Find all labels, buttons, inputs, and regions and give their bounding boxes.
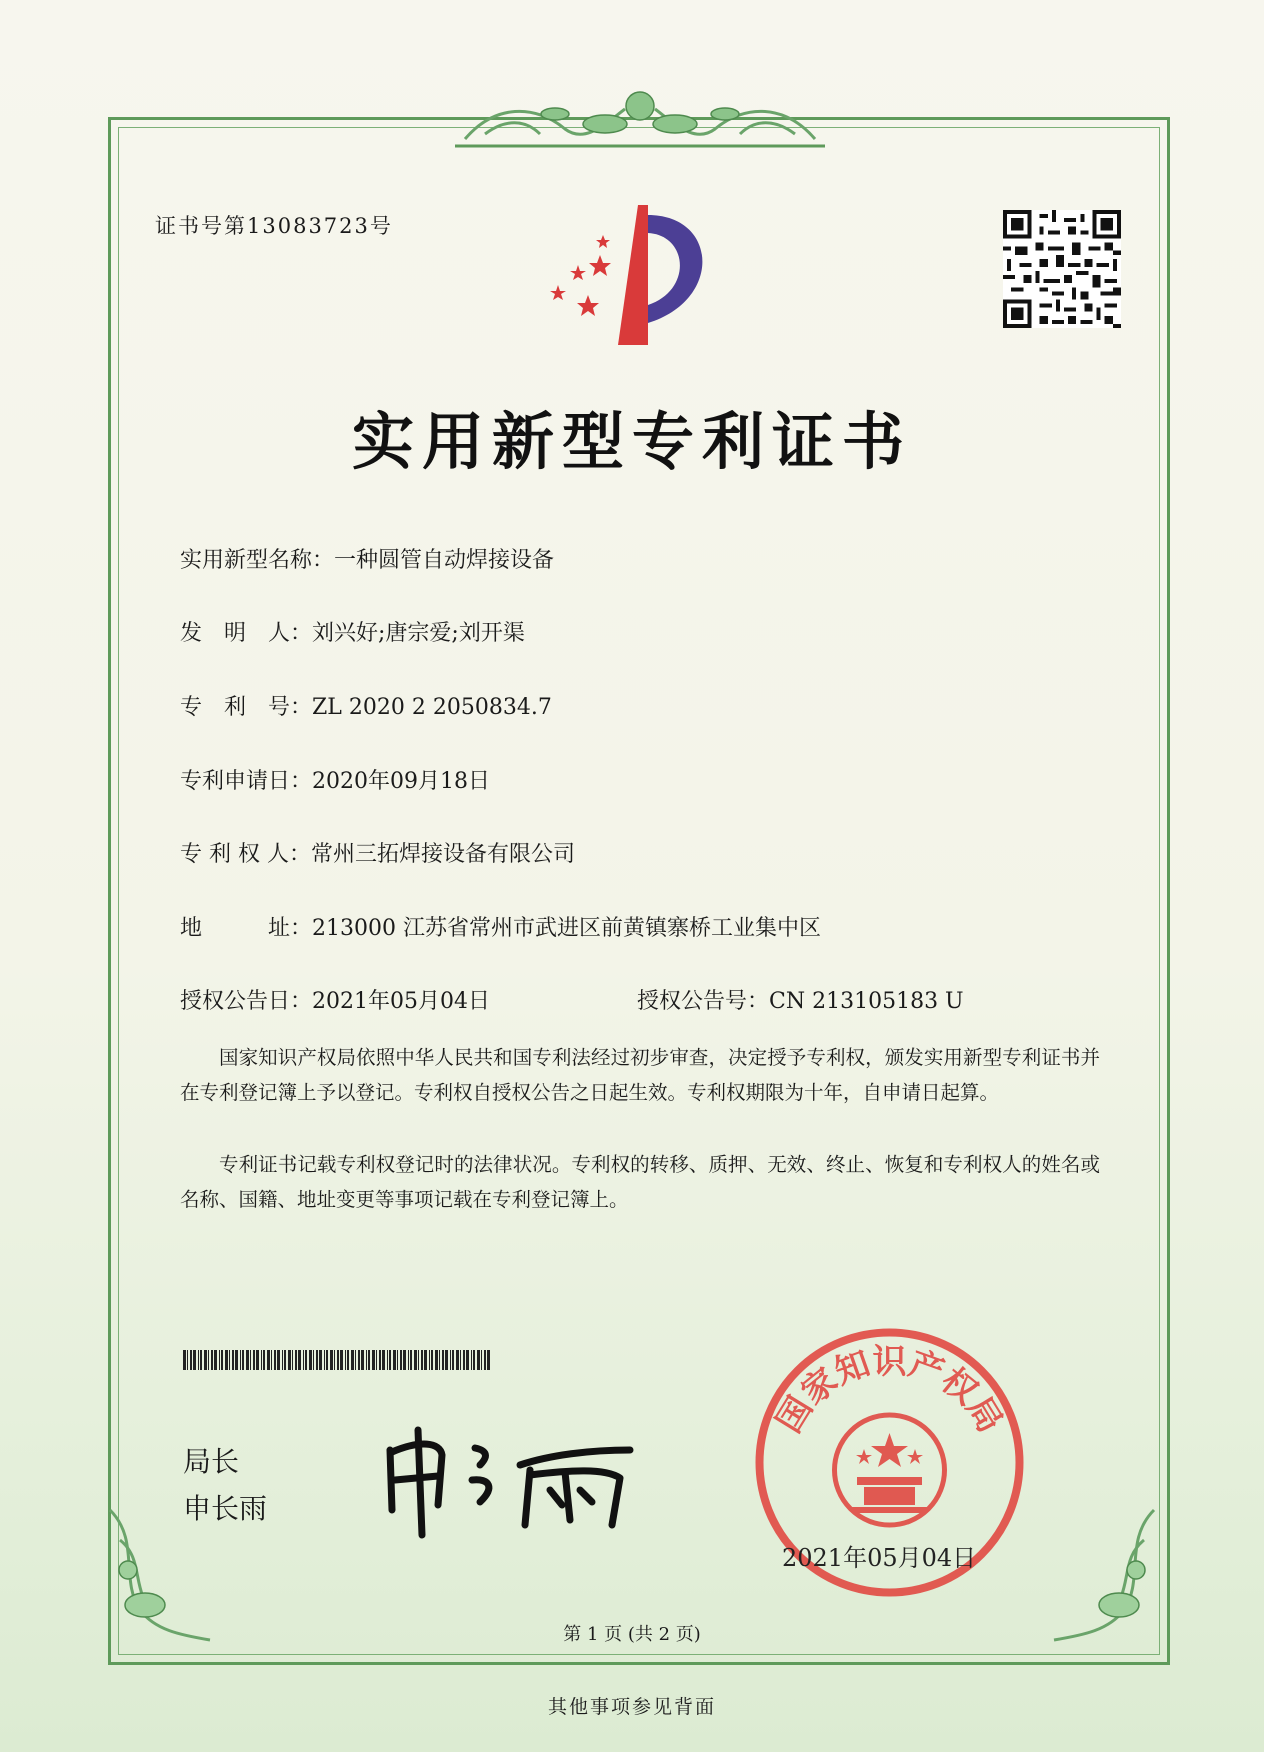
field-address bbox=[180, 911, 821, 942]
qr-code-icon bbox=[1003, 210, 1121, 328]
field-utility-model-name bbox=[180, 543, 554, 574]
certificate-title: 实用新型专利证书 bbox=[351, 405, 912, 478]
field-application-date bbox=[180, 764, 490, 795]
director-signature-icon bbox=[380, 1410, 650, 1540]
field-patent-number bbox=[180, 690, 552, 721]
field-inventor bbox=[180, 616, 525, 647]
field-value: 刘兴好;唐宗爱;刘开渠 bbox=[312, 621, 525, 646]
field-value: 一种圆管自动焊接设备 bbox=[334, 548, 555, 573]
seal-date: 2021年05月04日 bbox=[782, 1544, 977, 1572]
top-ornament-icon bbox=[455, 84, 825, 148]
field-value: ZL 2020 2 2050834.7 bbox=[312, 695, 552, 720]
field-label: 授权公告日： bbox=[180, 989, 313, 1014]
statement-paragraph-1: 国家知识产权局依照中华人民共和国专利法经过初步审查，决定授予专利权，颁发实用新型专利证书并在专利登记簿上予以登记。专利权自授权公告之日起生效。专利权期限为十年，自申请日起算。 bbox=[180, 1046, 1100, 1104]
field-label: 发 明 人： bbox=[180, 621, 313, 646]
back-note: 其他事项参见背面 bbox=[547, 1696, 716, 1718]
svg-text:国家知识产权局 bbox=[769, 1342, 1010, 1440]
field-label: 专利申请日： bbox=[180, 769, 313, 794]
director-title: 局长 bbox=[183, 1445, 240, 1478]
field-label: 专 利 权 人： bbox=[180, 842, 311, 867]
field-label: 授权公告号： bbox=[637, 989, 770, 1014]
field-value: 常州三拓焊接设备有限公司 bbox=[310, 842, 575, 867]
field-grant-number bbox=[637, 984, 964, 1015]
field-label: 专 利 号： bbox=[180, 695, 313, 720]
field-value: CN 213105183 U bbox=[769, 989, 964, 1014]
page-number: 第 1 页 (共 2 页) bbox=[563, 1624, 701, 1645]
field-label: 地 址： bbox=[180, 916, 313, 941]
patent-office-logo-icon bbox=[548, 205, 728, 345]
director-name: 申长雨 bbox=[183, 1492, 268, 1525]
field-label: 实用新型名称： bbox=[180, 548, 335, 573]
field-grant-date bbox=[180, 984, 490, 1015]
barcode-icon bbox=[183, 1350, 491, 1370]
seal-text: 国家知识产权局 bbox=[768, 1341, 1011, 1440]
field-value: 2020年09月18日 bbox=[312, 769, 490, 794]
field-value: 213000 江苏省常州市武进区前黄镇寨桥工业集中区 bbox=[312, 916, 821, 941]
certificate-number: 证书号第13083723号 bbox=[155, 214, 393, 238]
field-patent-holder bbox=[180, 837, 575, 868]
field-value: 2021年05月04日 bbox=[312, 989, 490, 1014]
statement-paragraph-2: 专利证书记载专利权登记时的法律状况。专利权的转移、质押、无效、终止、恢复和专利权人的姓名或名称、国籍、地址变更等事项记载在专利登记簿上。 bbox=[180, 1153, 1100, 1211]
